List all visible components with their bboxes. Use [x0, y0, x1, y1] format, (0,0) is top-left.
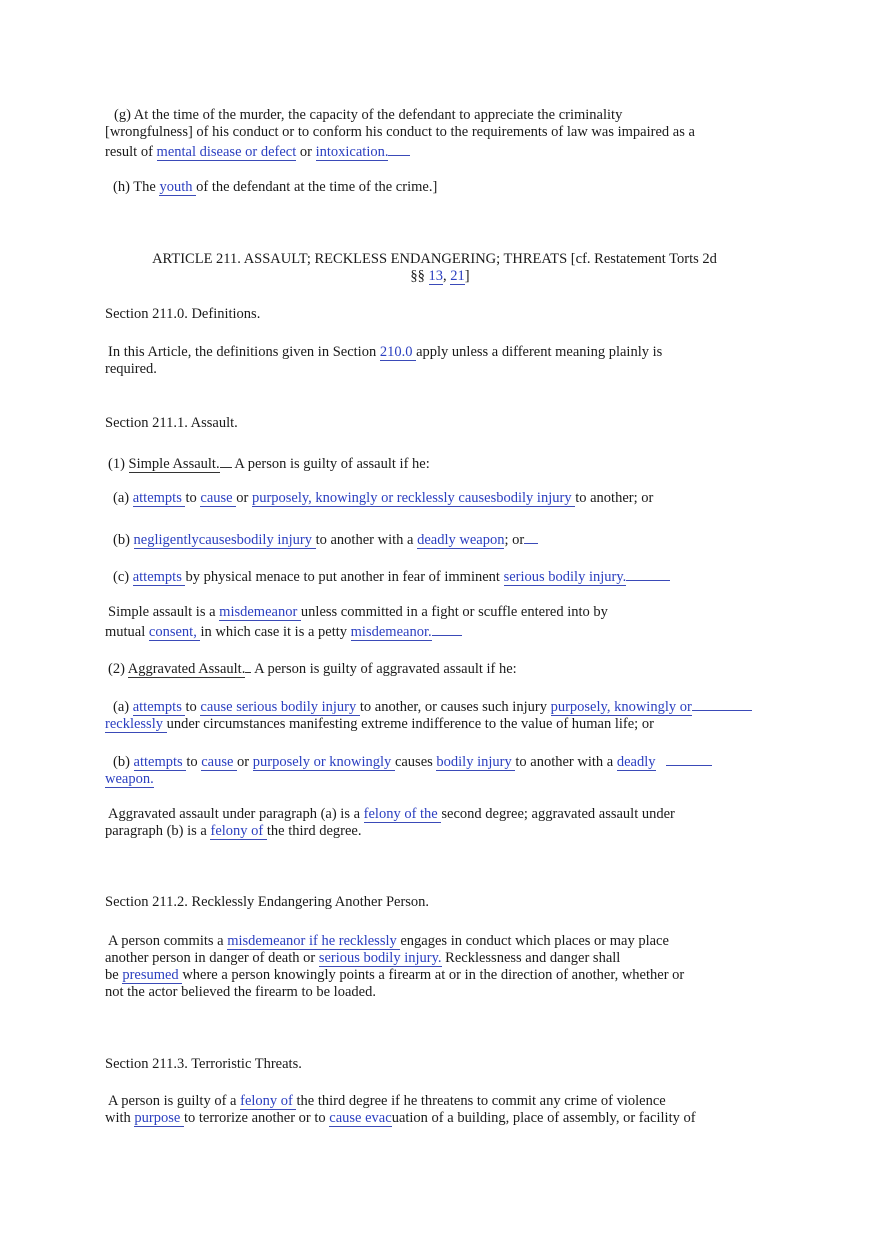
grading-text: Aggravated assault under paragraph (a) is a: [108, 806, 364, 822]
link-purposely-knowingly-recklessly[interactable]: purposely, knowingly or recklessly causes: [251, 490, 497, 506]
link-felony-of[interactable]: felony of: [240, 1093, 297, 1109]
body-text: Recklessness and danger shall: [441, 950, 621, 966]
link-intoxication[interactable]: intoxication.: [315, 144, 389, 160]
section-211-3-line-1: [105, 1093, 745, 1110]
aggravated-grading-line-1: [105, 806, 745, 823]
article-heading-line-1: ARTICLE 211. ASSAULT; RECKLESS ENDANGERING; THREATS [cf. Restatement Torts 2d: [152, 251, 717, 267]
clause-label: (a): [113, 699, 133, 715]
link-restatement-13[interactable]: 13: [428, 268, 444, 284]
link-section-210-0[interactable]: 210.0: [379, 344, 417, 360]
section-211-0-line-2: required.: [105, 361, 157, 377]
grading-text: the third degree.: [266, 823, 362, 839]
clause-text: to: [185, 490, 201, 506]
paragraph-h-text: (h) The: [113, 179, 160, 195]
link-purposely-knowingly[interactable]: purposely, knowingly or: [550, 699, 692, 715]
simple-assault-intro: [105, 454, 748, 473]
underline-gap: [220, 454, 232, 468]
link-purposely-or-knowingly[interactable]: purposely or knowingly: [252, 754, 395, 770]
grading-text: in which case it is a petty: [200, 624, 351, 640]
link-underline-gap: [524, 529, 538, 544]
grading-text: second degree; aggravated assault under: [441, 806, 675, 822]
clause-text: ; or: [504, 532, 525, 548]
section-211-0-text: In this Article, the definitions given in Section: [108, 344, 380, 360]
link-recklessly[interactable]: recklessly: [105, 716, 167, 732]
section-211-0-text: apply unless a different meaning plainly is: [416, 344, 663, 360]
link-felony-of-the[interactable]: felony of the: [363, 806, 442, 822]
section-211-0-heading: Section 211.0. Definitions.: [105, 306, 261, 322]
paragraph-g-text: result of: [105, 144, 157, 160]
section-211-2-line-4: not the actor believed the firearm to be loaded.: [105, 984, 376, 1000]
article-section-symbol: §§: [410, 268, 429, 284]
link-consent[interactable]: consent,: [148, 624, 201, 640]
link-deadly-weapon[interactable]: deadly weapon: [417, 532, 505, 548]
link-underline-gap: [666, 751, 712, 766]
grading-text: paragraph (b) is a: [105, 823, 211, 839]
section-211-2-line-3: [105, 967, 725, 984]
link-causes[interactable]: causes: [198, 532, 237, 548]
aggravated-assault-a: [105, 696, 785, 733]
body-text: with: [105, 1110, 135, 1126]
simple-assault-grading-line-1: [105, 604, 745, 621]
link-weapon[interactable]: weapon.: [105, 771, 154, 787]
clause-text: under circumstances manifesting extreme indifference to the value of human life; or: [166, 716, 654, 732]
clause-text: to another with a: [515, 754, 617, 770]
section-211-0-body: [105, 344, 745, 378]
clause-text: to: [186, 754, 202, 770]
aggravated-assault-num: (2): [108, 661, 128, 677]
clause-label: (b): [113, 754, 134, 770]
link-presumed[interactable]: presumed: [122, 967, 183, 983]
link-misdemeanor[interactable]: misdemeanor: [219, 604, 301, 620]
article-heading: [105, 251, 745, 285]
body-text: A person is guilty of a: [108, 1093, 241, 1109]
link-purpose[interactable]: purpose: [134, 1110, 184, 1126]
clause-label: (c): [113, 569, 133, 585]
simple-assault-c: [105, 566, 813, 586]
paragraph-h: [105, 179, 753, 196]
section-211-0-line-1: [105, 344, 745, 361]
link-mental-disease[interactable]: mental disease or defect: [156, 144, 297, 160]
body-text: engages in conduct which places or may place: [400, 933, 669, 949]
body-text: to terrorize another or to: [183, 1110, 330, 1126]
link-bodily-injury[interactable]: bodily injury: [436, 754, 516, 770]
aggravated-assault-grading: [105, 806, 745, 840]
simple-assault-num: (1): [108, 456, 129, 472]
link-deadly[interactable]: deadly: [616, 754, 656, 770]
grading-text: mutual: [105, 624, 149, 640]
section-211-2-body: [105, 933, 725, 1001]
paragraph-g-line-3: [105, 141, 745, 161]
simple-assault-grading: [105, 604, 745, 641]
paragraph-g-line-1: (g) At the time of the murder, the capacity of the defendant to appreciate the criminality: [114, 107, 623, 123]
link-attempts[interactable]: attempts: [132, 569, 186, 585]
link-serious-bodily-injury[interactable]: serious bodily injury.: [318, 950, 442, 966]
aggravated-assault-intro: [105, 659, 748, 678]
link-misdemeanor-if-he[interactable]: misdemeanor if he: [227, 933, 339, 949]
clause-label: (a): [113, 490, 133, 506]
link-cause[interactable]: cause evac: [329, 1110, 392, 1126]
clause-text: causes: [394, 754, 437, 770]
aggravated-grading-line-2: [105, 823, 745, 840]
simple-assault-a: [105, 490, 813, 507]
link-felony-of[interactable]: felony of: [210, 823, 267, 839]
link-youth[interactable]: youth: [159, 179, 197, 195]
link-recklessly[interactable]: recklessly: [338, 933, 401, 949]
paragraph-h-text: of the defendant at the time of the crime.]: [196, 179, 438, 195]
paragraph-g: [105, 107, 745, 161]
clause-text: to another, or causes such injury: [359, 699, 551, 715]
link-underline-gap: [388, 141, 410, 156]
body-text: another person in danger of death or: [105, 950, 319, 966]
simple-assault-grading-line-2: [105, 621, 745, 641]
body-text: A person commits a: [108, 933, 228, 949]
link-cause[interactable]: cause: [200, 490, 237, 506]
aggravated-assault-b: [105, 751, 785, 788]
section-211-2-line-2: [105, 950, 725, 967]
link-negligently[interactable]: negligently: [133, 532, 199, 548]
aggravated-assault-a-line-1: [105, 696, 785, 716]
paragraph-g-line-2: [wrongfulness] of his conduct or to conform his conduct to the requirements of law was impaired as a: [105, 124, 695, 140]
clause-text: to another; or: [575, 490, 654, 506]
link-cause[interactable]: cause: [201, 754, 238, 770]
clause-text: to: [185, 699, 201, 715]
section-211-2-heading: Section 211.2. Recklessly Endangering Another Person.: [105, 894, 430, 910]
aggravated-assault-b-line-1: [105, 751, 785, 771]
paragraph-g-text: or: [296, 144, 316, 160]
link-misdemeanor[interactable]: misdemeanor.: [350, 624, 432, 640]
link-underline-gap: [626, 566, 670, 581]
body-text: where a person knowingly points a firearm at or in the direction of another, whether or: [182, 967, 685, 983]
clause-text: to another with a: [315, 532, 418, 548]
article-bracket: ]: [464, 268, 470, 284]
section-211-3-line-2: [105, 1110, 745, 1127]
aggravated-assault-title: Aggravated Assault.: [127, 661, 246, 677]
article-comma: ,: [443, 268, 451, 284]
link-attempts[interactable]: attempts: [133, 754, 187, 770]
grading-text: unless committed in a fight or scuffle entered into by: [300, 604, 608, 620]
body-text: be: [105, 967, 123, 983]
section-211-2-line-1: [105, 933, 725, 950]
simple-assault-text: A person is guilty of assault if he:: [231, 456, 430, 472]
link-bodily-injury[interactable]: bodily injury: [236, 532, 316, 548]
link-attempts[interactable]: attempts: [132, 699, 186, 715]
link-underline-gap: [692, 696, 752, 711]
section-211-1-heading: Section 211.1. Assault.: [105, 415, 238, 431]
section-211-3-heading: Section 211.3. Terroristic Threats.: [105, 1056, 302, 1072]
clause-text: or: [237, 754, 253, 770]
simple-assault-title: Simple Assault.: [128, 456, 220, 472]
simple-assault-b: [105, 529, 813, 549]
link-attempts[interactable]: attempts: [132, 490, 186, 506]
section-211-3-body: [105, 1093, 745, 1127]
link-cause-serious-bodily-injury[interactable]: cause serious bodily injury: [200, 699, 360, 715]
aggravated-assault-b-line-2: [105, 771, 785, 788]
grading-text: Simple assault is a: [108, 604, 220, 620]
link-bodily-injury[interactable]: bodily injury: [496, 490, 576, 506]
body-text: uation of a building, place of assembly, or facility of: [391, 1110, 696, 1126]
aggravated-assault-text: A person is guilty of aggravated assault if he:: [251, 661, 517, 677]
article-heading-line-2: [105, 268, 745, 285]
clause-label: (b): [113, 532, 134, 548]
link-serious-bodily-injury[interactable]: serious bodily injury.: [503, 569, 627, 585]
aggravated-assault-a-line-2: [105, 716, 785, 733]
link-underline-gap: [432, 621, 462, 636]
body-text: the third degree if he threatens to commit any crime of violence: [296, 1093, 666, 1109]
link-restatement-21[interactable]: 21: [450, 268, 465, 284]
clause-text: or: [236, 490, 252, 506]
clause-text: by physical menace to put another in fear of imminent: [185, 569, 504, 585]
